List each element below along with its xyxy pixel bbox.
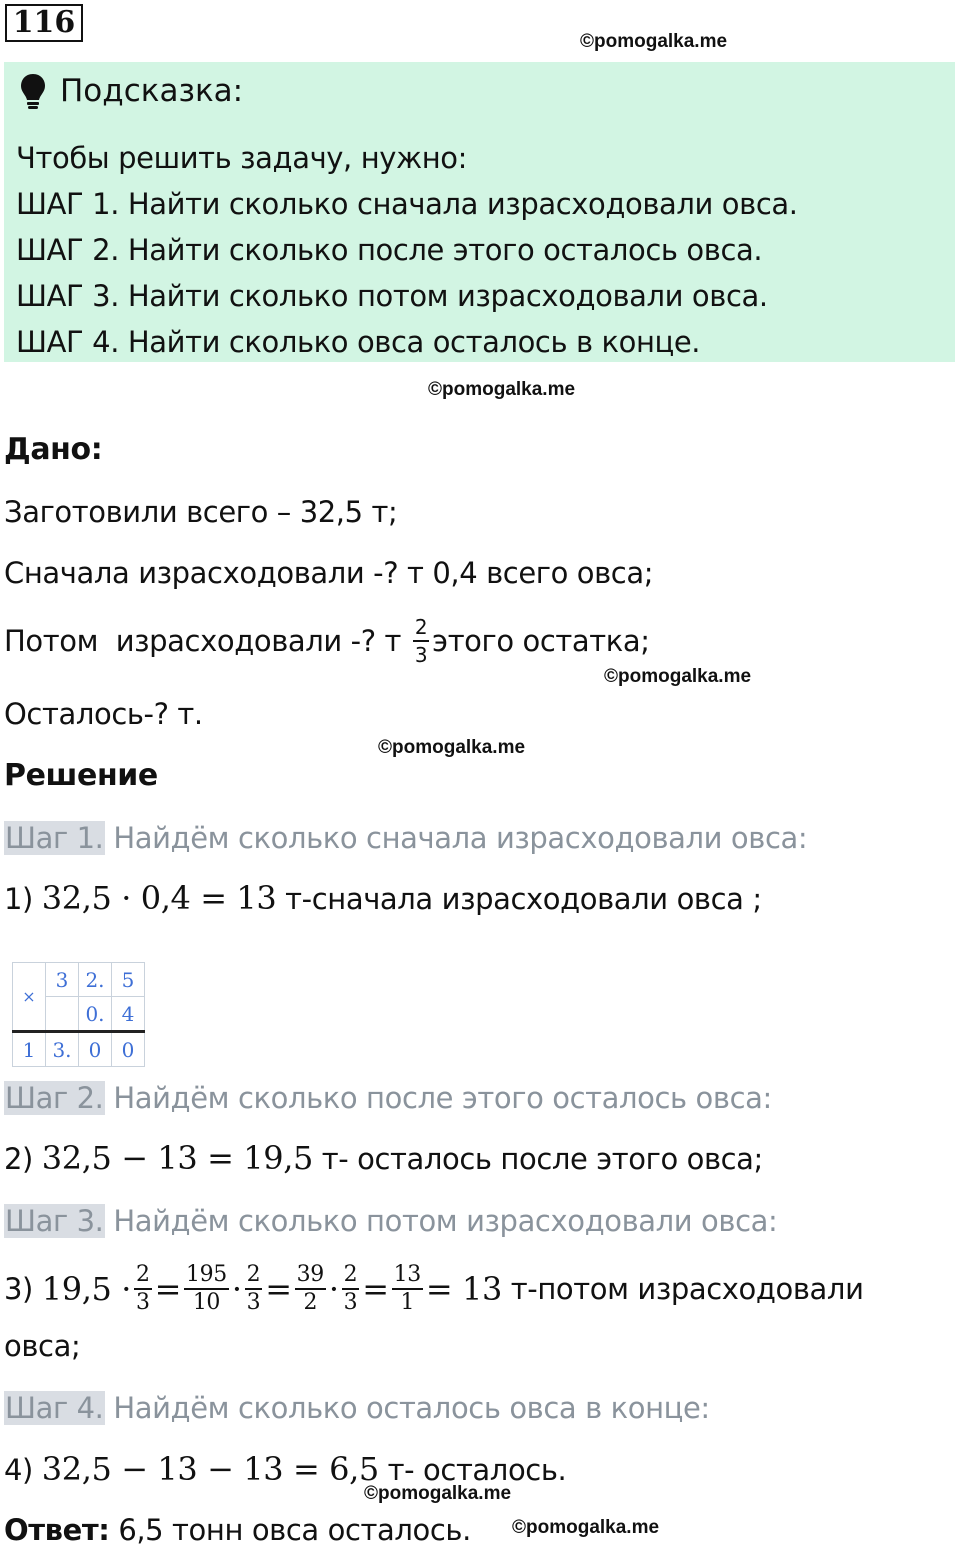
table-cell: 2. (79, 963, 112, 997)
hint-step-text: Найти сколько после этого осталось овса. (119, 233, 763, 267)
fraction (342, 1262, 360, 1316)
calc-prefix: 4) (4, 1453, 42, 1487)
solution-step-1-title (4, 820, 807, 856)
step-label: Шаг 1. (5, 821, 104, 855)
calc-suffix: т- осталось после этого овса; (312, 1142, 763, 1176)
watermark: ©pomogalka.me (512, 1517, 660, 1538)
fraction-denominator: 3 (414, 643, 428, 667)
hint-step-text: Найти сколько потом израсходовали овса. (119, 279, 768, 313)
table-cell: 5 (112, 963, 145, 997)
fraction-numerator: 39 (295, 1262, 326, 1290)
calc-math: 32,5 − 13 = 19,5 (41, 1139, 313, 1177)
equals-sign: = (362, 1270, 389, 1308)
fraction (245, 1262, 263, 1316)
given-line-3-text: Потом израсходовали -? т (4, 624, 410, 658)
table-cell: 3. (46, 1032, 79, 1067)
table-cell (46, 997, 79, 1032)
calc-suffix: т-сначала израсходовали овса ; (276, 882, 762, 916)
answer-label: Ответ: (4, 1513, 110, 1547)
fraction-numerator: 13 (392, 1262, 423, 1290)
hint-title: Подсказка: (60, 73, 244, 109)
lightbulb-icon (18, 72, 48, 112)
watermark: ©pomogalka.me (604, 666, 752, 687)
fraction-denominator: 2 (303, 1290, 318, 1315)
step-text: Найдём сколько осталось овса в конце: (104, 1391, 710, 1425)
answer-text: 6,5 тонн овса осталось. (109, 1513, 471, 1547)
answer (4, 1512, 471, 1548)
given-line-3 (4, 614, 650, 668)
solution-step-2-title (4, 1080, 772, 1116)
calc-prefix: 3) (4, 1272, 42, 1306)
step-label: Шаг 4. (5, 1391, 104, 1425)
multiply-sign: × (13, 963, 46, 1032)
calc-suffix: т-потом израсходовали (501, 1272, 864, 1306)
hint-step-1 (16, 186, 798, 222)
given-line-1: Заготовили всего – 32,5 т; (4, 495, 398, 529)
given-title: Дано: (4, 432, 103, 467)
table-cell: 0 (112, 1032, 145, 1067)
solution-title: Решение (4, 758, 158, 793)
calc-prefix: 1) (4, 882, 42, 916)
hint-step-4 (16, 324, 700, 360)
watermark: ©pomogalka.me (378, 737, 526, 758)
fraction-numerator: 195 (184, 1262, 229, 1290)
fraction (295, 1262, 326, 1316)
calc-prefix: 2) (4, 1142, 42, 1176)
fraction (134, 1262, 152, 1316)
fraction (413, 614, 429, 668)
solution-step-2-calc (4, 1140, 763, 1177)
watermark: ©pomogalka.me (364, 1483, 512, 1504)
solution-step-3-calc (4, 1262, 864, 1316)
step-text: Найдём сколько потом израсходовали овса: (104, 1204, 778, 1238)
fraction-denominator: 3 (136, 1290, 150, 1315)
hint-step-label: ШАГ 4. (16, 325, 120, 359)
multiplication-table (12, 962, 145, 1067)
given-line-4: Осталось-? т. (4, 697, 203, 731)
calc-math: 32,5 · 0,4 = 13 (41, 879, 277, 917)
solution-step-1-calc (4, 880, 762, 917)
fraction-denominator: 3 (343, 1290, 358, 1315)
table-row (13, 1032, 145, 1067)
calc-math: 19,5 · (41, 1270, 131, 1308)
fraction (392, 1262, 423, 1316)
given-line-2: Сначала израсходовали -? т 0,4 всего овса; (4, 556, 654, 590)
table-cell: 4 (112, 997, 145, 1032)
equals-sign: = (154, 1270, 182, 1308)
watermark: ©pomogalka.me (580, 31, 728, 52)
hint-step-text: Найти сколько сначала израсходовали овса. (119, 187, 798, 221)
fraction-denominator: 10 (192, 1290, 221, 1315)
fraction (184, 1262, 229, 1316)
table-cell: 3 (46, 963, 79, 997)
hint-step-2 (16, 232, 762, 268)
fraction-denominator: 3 (246, 1290, 261, 1315)
calc-suffix: т- осталось. (378, 1453, 567, 1487)
table-cell: 0. (79, 997, 112, 1032)
table-row (13, 963, 145, 997)
fraction-numerator: 2 (342, 1262, 360, 1290)
step-text: Найдём сколько сначала израсходовали овса: (104, 821, 808, 855)
calc-math: 32,5 − 13 − 13 = 6,5 (41, 1450, 379, 1488)
hint-step-label: ШАГ 2. (16, 233, 120, 267)
given-line-3-tail: этого остатка; (432, 624, 650, 658)
step-label: Шаг 2. (5, 1081, 104, 1115)
fraction-denominator: 1 (400, 1290, 415, 1315)
hint-step-text: Найти сколько овса осталось в конце. (119, 325, 701, 359)
task-number: 116 (5, 4, 83, 42)
fraction-numerator: 2 (413, 614, 429, 642)
multiply-dot: · (231, 1270, 242, 1308)
hint-step-3 (16, 278, 768, 314)
watermark: ©pomogalka.me (428, 379, 576, 400)
step-label: Шаг 3. (5, 1204, 104, 1238)
multiply-dot: · (328, 1270, 339, 1308)
fraction-numerator: 2 (134, 1262, 152, 1290)
calc-result: = 13 (425, 1270, 502, 1308)
solution-step-3-title (4, 1203, 777, 1239)
table-cell: 0 (79, 1032, 112, 1067)
table-cell: 1 (13, 1032, 46, 1067)
fraction-numerator: 2 (245, 1262, 263, 1290)
hint-step-label: ШАГ 1. (16, 187, 120, 221)
hint-step-label: ШАГ 3. (16, 279, 120, 313)
step-text: Найдём сколько после этого осталось овса: (104, 1081, 772, 1115)
hint-intro: Чтобы решить задачу, нужно: (16, 141, 468, 175)
equals-sign: = (265, 1270, 292, 1308)
solution-step-4-title (4, 1390, 710, 1426)
solution-step-3-cont: овса; (4, 1329, 81, 1363)
